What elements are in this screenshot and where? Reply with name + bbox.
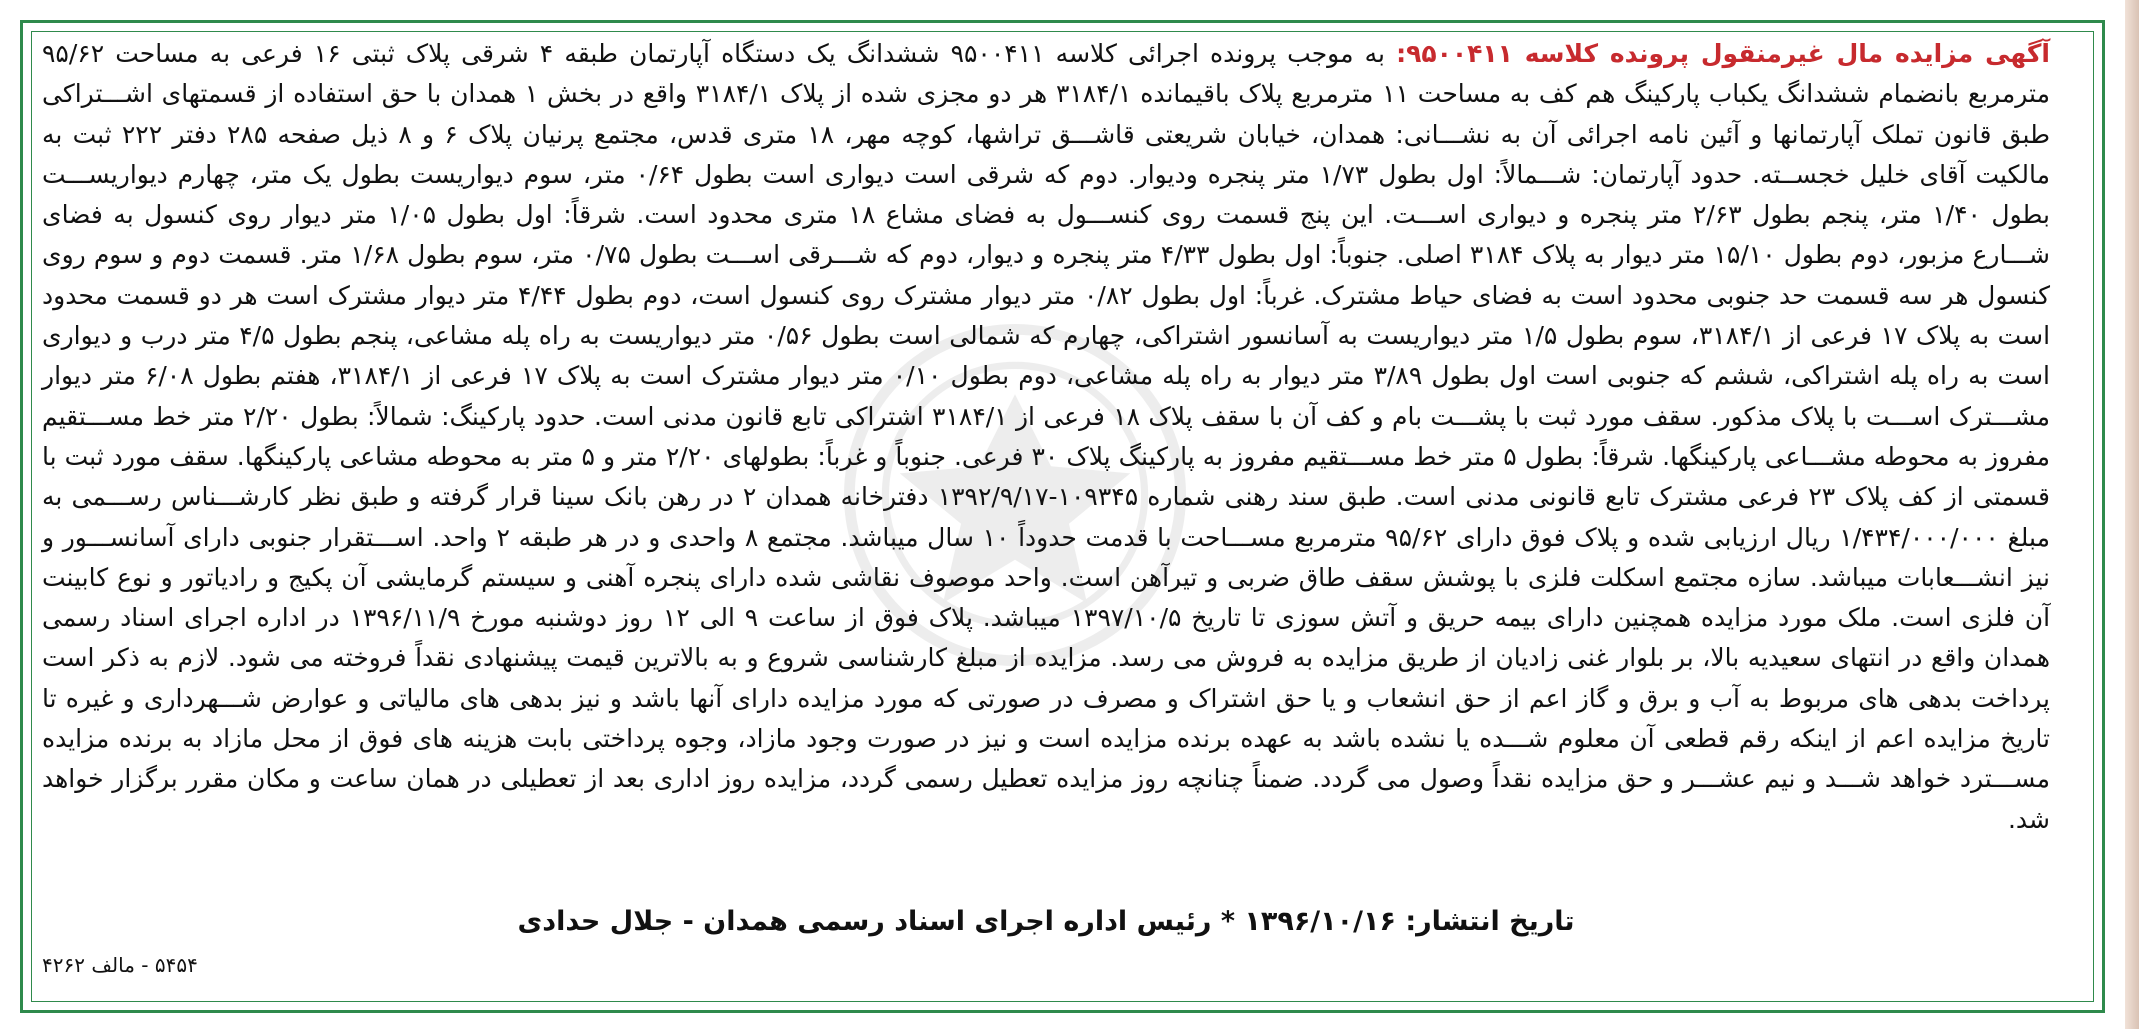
publication-footer: تاریخ انتشار: ۱۳۹۶/۱۰/۱۶ * رئیس اداره اجرای اسناد رسمی همدان - جلال حدادی xyxy=(517,906,1575,937)
notice-heading: آگهی مزایده مال غیرمنقول پرونده کلاسه ۹۵۰۰۴۱۱: xyxy=(1396,39,2050,68)
right-edge-strip xyxy=(2125,0,2139,1029)
notice-body-text: به موجب پرونده اجرائی کلاسه ۹۵۰۰۴۱۱ ششدانگ یک دستگاه آپارتمان طبقه ۴ شرقی پلاک ثبتی ۱۶ فرعی به مساحت ۹۵/۶۲ مترمربع بانضمام ششدانگ یکباب پارکینگ هم کف به مساحت ۱۱ مترمربع پلاک باقیمانده ۳۱۸۴/۱ هر دو مجزی شده از پلاک ۳۱۸۴/۱ واقع در بخش ۱ همدان با حق استفاده از قسمتهای اشـــتراکی طبق قانون تملک آپارتمانها و آئین نامه اجرائی آن به نشـــانی: همدان، خیابان شریعتی قاشـــق تراشها، کوچه مهر، ۱۸ متری قدس، مجتمع پرنیان پلاک ۶ و ۸ ذیل صفحه ۲۸۵ دفتر ۲۲۲ ثبت به مالکیت آقای خلیل خجســته. حدود آپارتمان: شـــمالاً: اول بطول ۱/۷۳ متر پنجره ودیوار. دوم که شرقی است دیواری است بطول ۰/۶۴ متر، سوم دیواریست بطول یک متر، چهارم دیواریســـت بطول ۱/۴۰ متر، پنجم بطول ۲/۶۳ متر پنجره و دیواری اســـت. این پنج قسمت روی کنســـول به فضای مشاع ۱۸ متری محدود است. شرقاً: اول بطول ۱/۰۵ متر دیوار روی کنسول به فضای شـــارع مزبور، دوم بطول ۱۵/۱۰ متر دیوار به پلاک ۳۱۸۴ اصلی. جنوباً: اول بطول ۴/۳۳ متر پنجره و دیوار، دوم که شـــرقی اســـت بطول ۰/۷۵ متر، سوم بطول ۱/۶۸ متر. قسمت دوم و سوم روی کنسول هر سه قسمت حد جنوبی محدود است به فضای حیاط مشترک. غرباً: اول بطول ۰/۸۲ متر دیوار مشترک روی کنسول است، دوم بطول ۴/۴۴ متر دیوار مشترک است هر دو قسمت محدود است به پلاک ۱۷ فرعی از ۳۱۸۴/۱، سوم بطول ۱/۵ متر دیواریست به آسانسور اشتراکی، چهارم که شمالی است بطول ۰/۵۶ متر دیواریست به راه پله مشاعی، پنجم بطول ۴/۵ متر درب و دیواری است به راه پله اشتراکی، ششم که جنوبی است اول بطول ۳/۸۹ متر دیوار به راه پله مشاعی، دوم بطول ۰/۱۰ متر دیوار مشترک است به پلاک ۱۷ فرعی از ۳۱۸۴/۱، هفتم بطول ۶/۰۸ متر دیوار مشـــترک اســـت با پلاک مذکور. سقف مورد ثبت با پشـــت بام و کف آن با سقف پلاک ۱۸ فرعی از ۳۱۸۴/۱ اشتراکی تابع قانون مدنی است. حدود پارکینگ: شمالاً: بطول ۲/۲۰ متر خط مســـتقیم مفروز به محوطه مشـــاعی پارکینگها. شرقاً: بطول ۵ متر خط مســـتقیم مفروز به پارکینگ پلاک ۳۰ فرعی. جنوباً و غرباً: بطولهای ۲/۲۰ متر و ۵ متر به محوطه مشاعی پارکینگها. سقف مورد ثبت با قسمتی از کف پلاک ۲۳ فرعی مشترک تابع قانونی مدنی است. طبق سند رهنی شماره ۱۰۹۳۴۵-۱۳۹۲/۹/۱۷ دفترخانه همدان ۲ در رهن بانک سینا قرار گرفته و طبق نظر کارشـــناس رســـمی به مبلغ ۱/۴۳۴/۰۰۰/۰۰۰ ریال ارزیابی شده و پلاک فوق دارای ۹۵/۶۲ مترمربع مســـاحت با قدمت حدوداً ۱۰ سال میباشد. مجتمع ۸ واحدی و در هر طبقه ۲ واحد. اســـتقرار جنوبی دارای آسانســـور و نیز انشـــعابات میباشد. سازه مجتمع اسکلت فلزی با پوشش سقف طاق ضربی و تیرآهن است. واحد موصوف نقاشی شده دارای پنجره آهنی و سیستم گرمایشی آن پکیج و رادیاتور و نوع کابینت آن فلزی است. ملک مورد مزایده همچنین دارای بیمه حریق و آتش سوزی تا تاریخ ۱۳۹۷/۱۰/۵ میباشد. پلاک فوق از ساعت ۹ الی ۱۲ روز دوشنبه مورخ ۱۳۹۶/۱۱/۹ در اداره اجرای اسناد رسمی همدان واقع در انتهای سعیدیه بالا، بر بلوار غنی زادیان از طریق مزایده به فروش می رسد. مزایده از مبلغ کارشناسی شروع و به بالاترین قیمت پیشنهادی نقداً فروخته می شود. لازم به ذکر است پرداخت بدهی های مربوط به آب و برق و گاز اعم از حق انشعاب و یا حق اشتراک و مصرف در صورتی که مورد مزایده دارای آنها باشد و نیز بدهی های مالیاتی و عوارض شـــهرداری و غیره تا تاریخ مزایده اعم از اینکه رقم قطعی آن معلوم شـــده یا نشده باشد به عهده برنده مزایده است و نیز در صورت وجود مازاد، وجوه پرداختی بابت هزینه های فوق از محل مازاد به برنده مزایده مســـترد خواهد شـــد و نیم عشـــر و حق مزایده نقداً وصول می گردد. ضمناً چنانچه روز مزایده تعطیل رسمی گردد، مزایده روز اداری بعد از تعطیلی در همان ساعت و مکان مقرر برگزار خواهد شد. xyxy=(42,39,2051,834)
notice-code: ۵۴۵۴ - مالف ۴۲۶۲ xyxy=(42,953,198,977)
notice-body xyxy=(42,34,2050,840)
notice-paragraph xyxy=(42,34,2050,840)
